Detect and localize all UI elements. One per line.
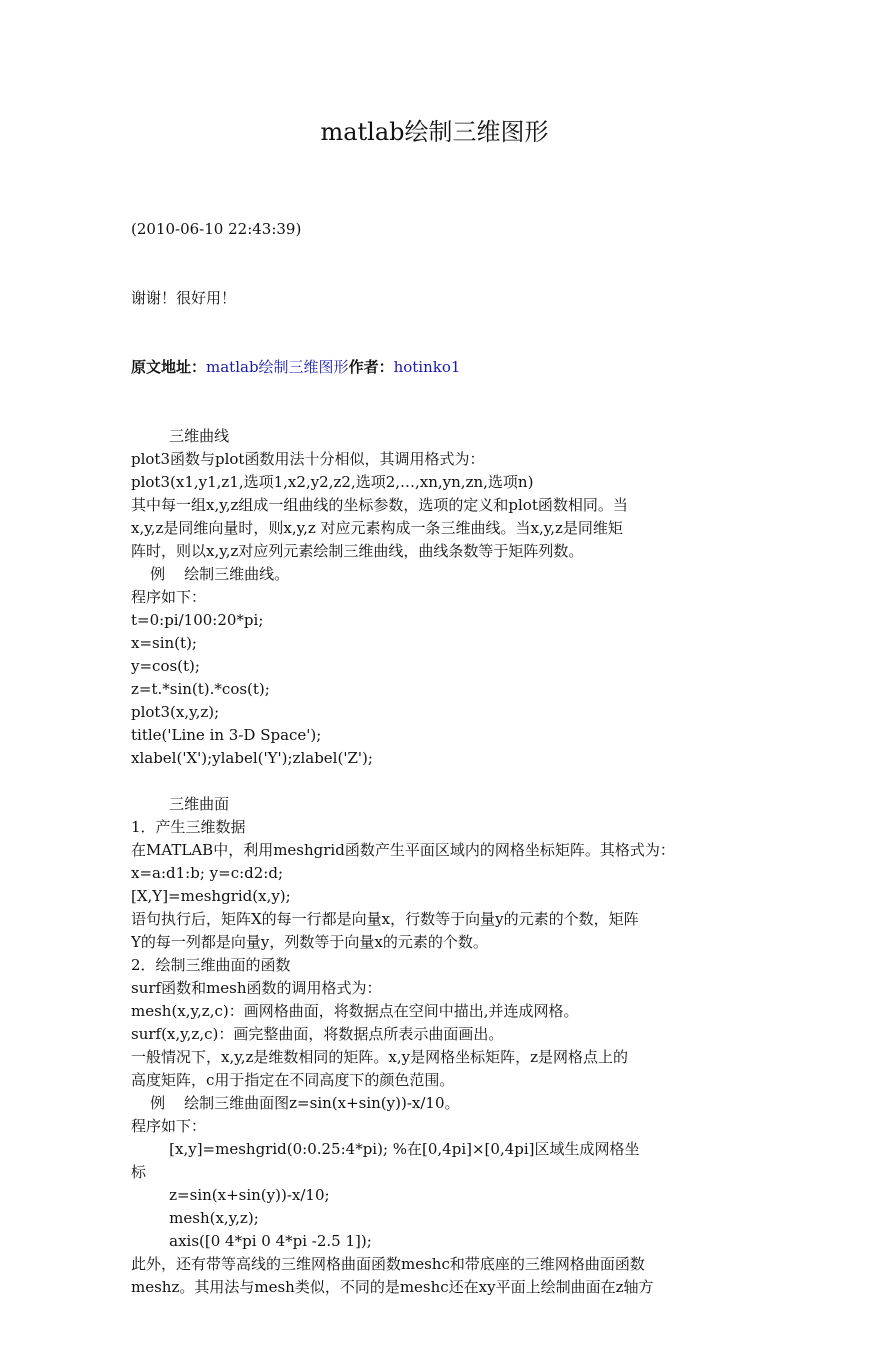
text-line: 程序如下： <box>131 588 207 606</box>
timestamp: (2010-06-10 22:43:39) <box>131 220 302 238</box>
text-line: 阵时，则以x,y,z对应列元素绘制三维曲线，曲线条数等于矩阵列数。 <box>131 542 584 560</box>
text-line: title('Line in 3-D Space'); <box>131 726 322 744</box>
text-line: 例 绘制三维曲面图z=sin(x+sin(y))-x/10。 <box>131 1094 460 1112</box>
text-line: 三维曲线 <box>131 427 230 445</box>
text-line: meshz。其用法与mesh类似，不同的是meshc还在xy平面上绘制曲面在z轴方 <box>131 1278 654 1296</box>
text-line: 此外，还有带等高线的三维网格曲面函数meshc和带底座的三维网格曲面函数 <box>131 1255 645 1273</box>
author-label: 作者： <box>348 358 394 376</box>
text-line: plot3(x,y,z); <box>131 703 220 721</box>
text-line: 三维曲面 <box>131 795 230 813</box>
text-line: Y的每一列都是向量y，列数等于向量x的元素的个数。 <box>131 933 488 951</box>
text-line: x=sin(t); <box>131 634 197 652</box>
text-line: 其中每一组x,y,z组成一组曲线的坐标参数，选项的定义和plot函数相同。当 <box>131 496 628 514</box>
source-label: 原文地址： <box>131 358 207 376</box>
text-line: plot3函数与plot函数用法十分相似，其调用格式为： <box>131 450 485 468</box>
page-title: matlab绘制三维图形 <box>320 118 549 146</box>
text-line <box>131 770 741 793</box>
text-line: z=t.*sin(t).*cos(t); <box>131 680 270 698</box>
text-line: surf函数和mesh函数的调用格式为： <box>131 979 382 997</box>
text-line: 高度矩阵，c用于指定在不同高度下的颜色范围。 <box>131 1071 455 1089</box>
text-line: mesh(x,y,z,c)：画网格曲面，将数据点在空间中描出,并连成网格。 <box>131 1002 579 1020</box>
source-link[interactable]: matlab绘制三维图形 <box>206 358 349 376</box>
text-line: surf(x,y,z,c)：画完整曲面，将数据点所表示曲面画出。 <box>131 1025 504 1043</box>
thanks-text: 谢谢！很好用！ <box>131 289 237 307</box>
text-line: t=0:pi/100:20*pi; <box>131 611 264 629</box>
text-line: 程序如下： <box>131 1117 207 1135</box>
text-line: 在MATLAB中，利用meshgrid函数产生平面区域内的网格坐标矩阵。其格式为： <box>131 841 675 859</box>
author-link[interactable]: hotinko1 <box>393 358 461 376</box>
text-line: 一般情况下，x,y,z是维数相同的矩阵。x,y是网格坐标矩阵，z是网格点上的 <box>131 1048 628 1066</box>
text-line: 例 绘制三维曲线。 <box>131 565 290 583</box>
text-line: plot3(x1,y1,z1,选项1,x2,y2,z2,选项2,…,xn,yn,zn,选项n) <box>131 473 534 491</box>
source-line <box>131 356 741 379</box>
text-line: axis([0 4*pi 0 4*pi -2.5 1]); <box>131 1232 372 1250</box>
article-body <box>131 172 741 1345</box>
text-line: mesh(x,y,z); <box>131 1209 259 1227</box>
text-line: 标 <box>131 1163 147 1181</box>
text-line: 1．产生三维数据 <box>131 818 246 836</box>
text-line: x=a:d1:b; y=c:d2:d; <box>131 864 283 882</box>
text-line: xlabel('X');ylabel('Y');zlabel('Z'); <box>131 749 373 767</box>
article-lines <box>131 425 741 1299</box>
text-line: 语句执行后，矩阵X的每一行都是向量x，行数等于向量y的元素的个数，矩阵 <box>131 910 639 928</box>
text-line: [X,Y]=meshgrid(x,y); <box>131 887 291 905</box>
text-line: 2．绘制三维曲面的函数 <box>131 956 291 974</box>
text-line: x,y,z是同维向量时，则x,y,z 对应元素构成一条三维曲线。当x,y,z是同维矩 <box>131 519 623 537</box>
text-line: y=cos(t); <box>131 657 200 675</box>
text-line: [x,y]=meshgrid(0:0.25:4*pi); %在[0,4pi]×[0,4pi]区域生成网格坐 <box>131 1140 640 1158</box>
text-line: z=sin(x+sin(y))-x/10; <box>131 1186 330 1204</box>
